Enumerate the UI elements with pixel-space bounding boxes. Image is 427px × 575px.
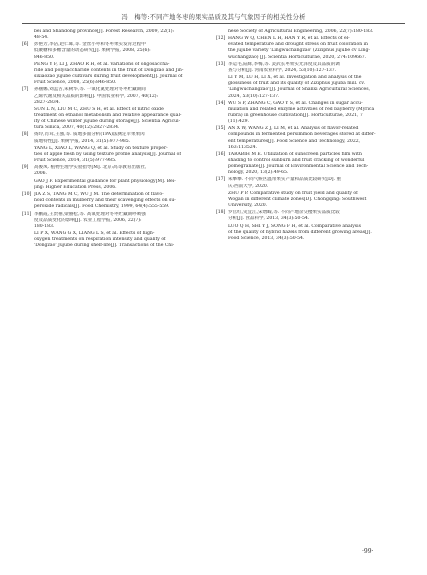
reference-line: mulation and related enzyme activities of red bayberry (Myrica: [228, 106, 375, 112]
reference-line: 朱攀攀. 不同气候区温带果实产量和品质比较研究[D]. 重: [228, 177, 342, 183]
reference-line: 李鹏霞,王贵禧,梁丽松,等. 高氧处理对冬枣贮藏期呼吸强: [34, 211, 146, 217]
reference-line: 李运毛,陆辉,李梅,等. 灵武长枣果实光泽度及其品质的调: [228, 61, 340, 67]
reference-entry: [216, 62, 405, 74]
reference-entry: [22, 165, 211, 177]
reference-line: 罗官红,史宜江,宋增嵘,等. 不同产地杂交樱果实品质比较: [228, 210, 340, 216]
reference-line: YANG L, XIAO L, WANG Q, et al. Study on texture proper-: [34, 145, 168, 151]
reference-entry: [216, 191, 405, 209]
reference-number: [18]: [216, 210, 226, 216]
reference-line: 乙烯代谢及相关品质的影响[J]. 中国农业科学, 2007, 40(12):: [34, 93, 159, 99]
reference-entry: [22, 179, 211, 191]
reference-line: 庆:西南大学, 2020.: [228, 183, 269, 189]
reference-entry: [22, 29, 211, 41]
page-number: ·99·: [362, 548, 374, 555]
reference-line: ties of apple flesh by using texture profile analysis[J]. Journal of: [34, 151, 182, 157]
reference-number: [11]: [22, 211, 32, 217]
reference-line: peroxide radicals[J]. Food Chemistry, 1999, 64(4):555-559.: [34, 204, 170, 210]
reference-line: ride and polysaccharide contents in the fruit of Dongzao and Jin-: [34, 67, 184, 73]
reference-line: of the quality of hybrid hazels from different growing areas[J].: [228, 229, 372, 235]
references-left-column: [22, 29, 211, 250]
reference-line: 2006.: [34, 171, 48, 177]
reference-entry: [22, 212, 211, 230]
reference-number: [10]: [22, 192, 32, 198]
reference-line: treatment on ethanol metabolism and relative appearance qual-: [34, 112, 182, 118]
reference-line: University, 2020.: [228, 203, 268, 209]
reference-line: 低聚糖和多糖含量的动态研究[J]. 果树学报, 2008, 25(6):: [34, 48, 151, 54]
reference-line: 扬玲,肖茸,王强,等. 质地多面分析(TPA)法测定苹果果肉: [34, 132, 145, 138]
reference-line: AN X W, WANG Z J, LI M, et al. Analysis of flavor-related: [228, 126, 359, 132]
reference-number: [17]: [216, 177, 226, 183]
reference-number: [14]: [216, 100, 226, 106]
reference-entry: [216, 29, 405, 35]
reference-entry: [216, 177, 405, 189]
reference-line: PENG Y F, LI J, ZHAO R H, et al. Variations of oligosaccha-: [34, 61, 170, 67]
reference-line: WU S P, ZHANG C, GAO Y S, et al. Changes in sugar accu-: [228, 100, 363, 106]
reference-line: LI P X, WANG G X, LIANG L S, et al. Effects of high-: [34, 230, 155, 236]
reference-entry: [216, 126, 405, 150]
reference-line: nology, 2020, 13(2):49-65.: [228, 170, 289, 176]
reference-number: [7]: [22, 87, 29, 93]
reference-line: tura Sinica, 2007, 40(12):2827-2834.: [34, 125, 120, 131]
reference-line: TARABIH M E. Utilization of sunscreen particles film with: [228, 151, 362, 157]
reference-number: [13]: [216, 61, 226, 67]
reference-line: SUN L N, LIU M C, ZHU S H, et al. Effect of nitric oxide: [34, 106, 164, 112]
reference-line: HANG W Q, CHEN L H, HAN Y R, et al. Effects of el-: [228, 36, 350, 42]
reference-number: [15]: [216, 126, 226, 132]
reference-number: [8]: [22, 132, 29, 138]
reference-entry: [22, 132, 211, 144]
reference-entry: [22, 107, 211, 131]
reference-line: ity of Chinese winter jujube during storage[J]. Scientia Agricul-: [34, 119, 181, 125]
reference-line: 'Lingwuchangzao'[J]. Journal of Shanxi Agricultural Sciences,: [228, 87, 371, 93]
reference-entry: [22, 192, 211, 210]
reference-line: pomegranate[J]. Journal of Environmental Science and Tech-: [228, 164, 369, 170]
reference-entry: [216, 101, 405, 125]
reference-entry: [216, 36, 405, 60]
reference-line: ZHU P P. Comparative study on fruit yield and quality of: [228, 190, 358, 196]
reference-line: 分析[J]. 食品科学, 2013, 34(3):50-54.: [228, 216, 310, 222]
reference-line: Fruit Science, 2014, 31(5):977-985.: [34, 158, 117, 163]
reference-entry: [216, 75, 405, 99]
reference-line: glossiness of fruit and its quality of Ziziphus jujuba mill. cv.: [228, 81, 365, 87]
reference-line: 180-183.: [34, 223, 55, 229]
running-header: 冯 梅等:不同产地冬枣的果实品质及其与气象因子的相关性分析: [121, 14, 306, 21]
reference-entry: [216, 152, 405, 176]
reference-line: wuchangzao) [J]. Scientia Horticulturae, 2020, 274:109667.: [228, 54, 367, 60]
reference-line: LI Y M, LU H, LI X, et al. Investigation and analysis of the: [228, 75, 362, 81]
reference-entry: [22, 146, 211, 164]
reference-line: 彭艳芳,李洁,赵仁晖,等. 金丝小枣和冬枣果实发育过程中: [34, 42, 146, 48]
reference-line: jing: Higher Education Press, 2006.: [34, 184, 117, 190]
reference-entry: [22, 42, 211, 60]
reference-line: 高俊凤. 植物生理学实验指导[M]. 北京:高等教育出版社,: [34, 165, 147, 171]
references-right-column: [216, 29, 405, 243]
reference-line: compounds in fermented persimmon beverages stored at differ-: [228, 132, 376, 138]
reference-line: Food Science, 2013, 34(3):50-54.: [228, 235, 305, 241]
reference-line: 163:113524.: [228, 144, 258, 150]
reference-line: oxygen treatments on respiration intensity and quality of: [34, 237, 166, 243]
reference-number: [9]: [22, 165, 29, 171]
reference-line: nese Society of Agricultural Engineering, 2006, 22(7):180-183.: [228, 29, 374, 34]
reference-line: 质地特性[J]. 果树学报, 2014, 31(5):977-985.: [34, 138, 131, 144]
reference-line: noid contents in mulberry and their scavenging effects on su-: [34, 198, 176, 204]
reference-line: JIA Z S, TANG M C, WU J M. The determination of flavo-: [34, 192, 164, 198]
reference-line: ent temperatures[J]. Food Science and Technology, 2022,: [228, 138, 361, 144]
reference-entry: [216, 224, 405, 242]
reference-line: rubra) in greenhouse cultivation[J]. Horticulturae, 2021, 7: [228, 112, 363, 118]
reference-number: [6]: [22, 42, 29, 48]
reference-line: 48-54.: [34, 35, 49, 41]
reference-line: (11):429.: [228, 119, 249, 125]
reference-line: GAO J F. Experimental guidance for plant physiology[M]. Bei-: [34, 178, 176, 184]
reference-line: the jujube variety 'Lingwuchangzao' (Ziziphus jujube cv Ling-: [228, 48, 370, 54]
reference-line: 孙丽娜,刘孟古,朱树华,等. 一氧化氮处理对冬枣贮藏期间: [34, 87, 146, 93]
reference-line: LUO Q H, SHI Y J, SONG F H, et al. Comparative analysis: [228, 223, 361, 229]
reference-line: Wogan in different climate zones[D]. Chongqing: Southwest: [228, 196, 367, 202]
reference-line: 度及品质变化的影响[J]. 农业工程学报, 2006, 22(7):: [34, 217, 142, 223]
reference-line: bei and Shandong province[J]. Forest Research, 2009, 22(1):: [34, 29, 175, 34]
reference-entry: [22, 87, 211, 105]
reference-entry: [22, 62, 211, 86]
header-rule: [22, 23, 405, 24]
reference-line: Fruit Science, 2008, 25(6):846-850.: [34, 80, 117, 86]
reference-line: evated temperature and drought stress on fruit coloration in: [228, 42, 368, 48]
reference-line: 'Dongzao' Jujube during shelf-life[J]. Transactions of the Chi-: [34, 243, 175, 249]
reference-line: 2024, 53(10):127-137.: [228, 93, 280, 99]
reference-line: 846-850.: [34, 54, 55, 60]
reference-line: 查与分析[J]. 河南农业科学, 2024, 53(10):127-137.: [228, 67, 337, 73]
reference-line: sixiaozao jujube cultivars during fruit development[J]. Journal of: [34, 74, 183, 80]
reference-number: [12]: [216, 36, 226, 42]
reference-line: 2827-2834.: [34, 99, 61, 105]
reference-entry: [22, 231, 211, 249]
reference-number: [16]: [216, 151, 226, 157]
reference-entry: [216, 210, 405, 222]
reference-line: shading to control sunburn and fruit cracking of wonderful: [228, 158, 365, 163]
